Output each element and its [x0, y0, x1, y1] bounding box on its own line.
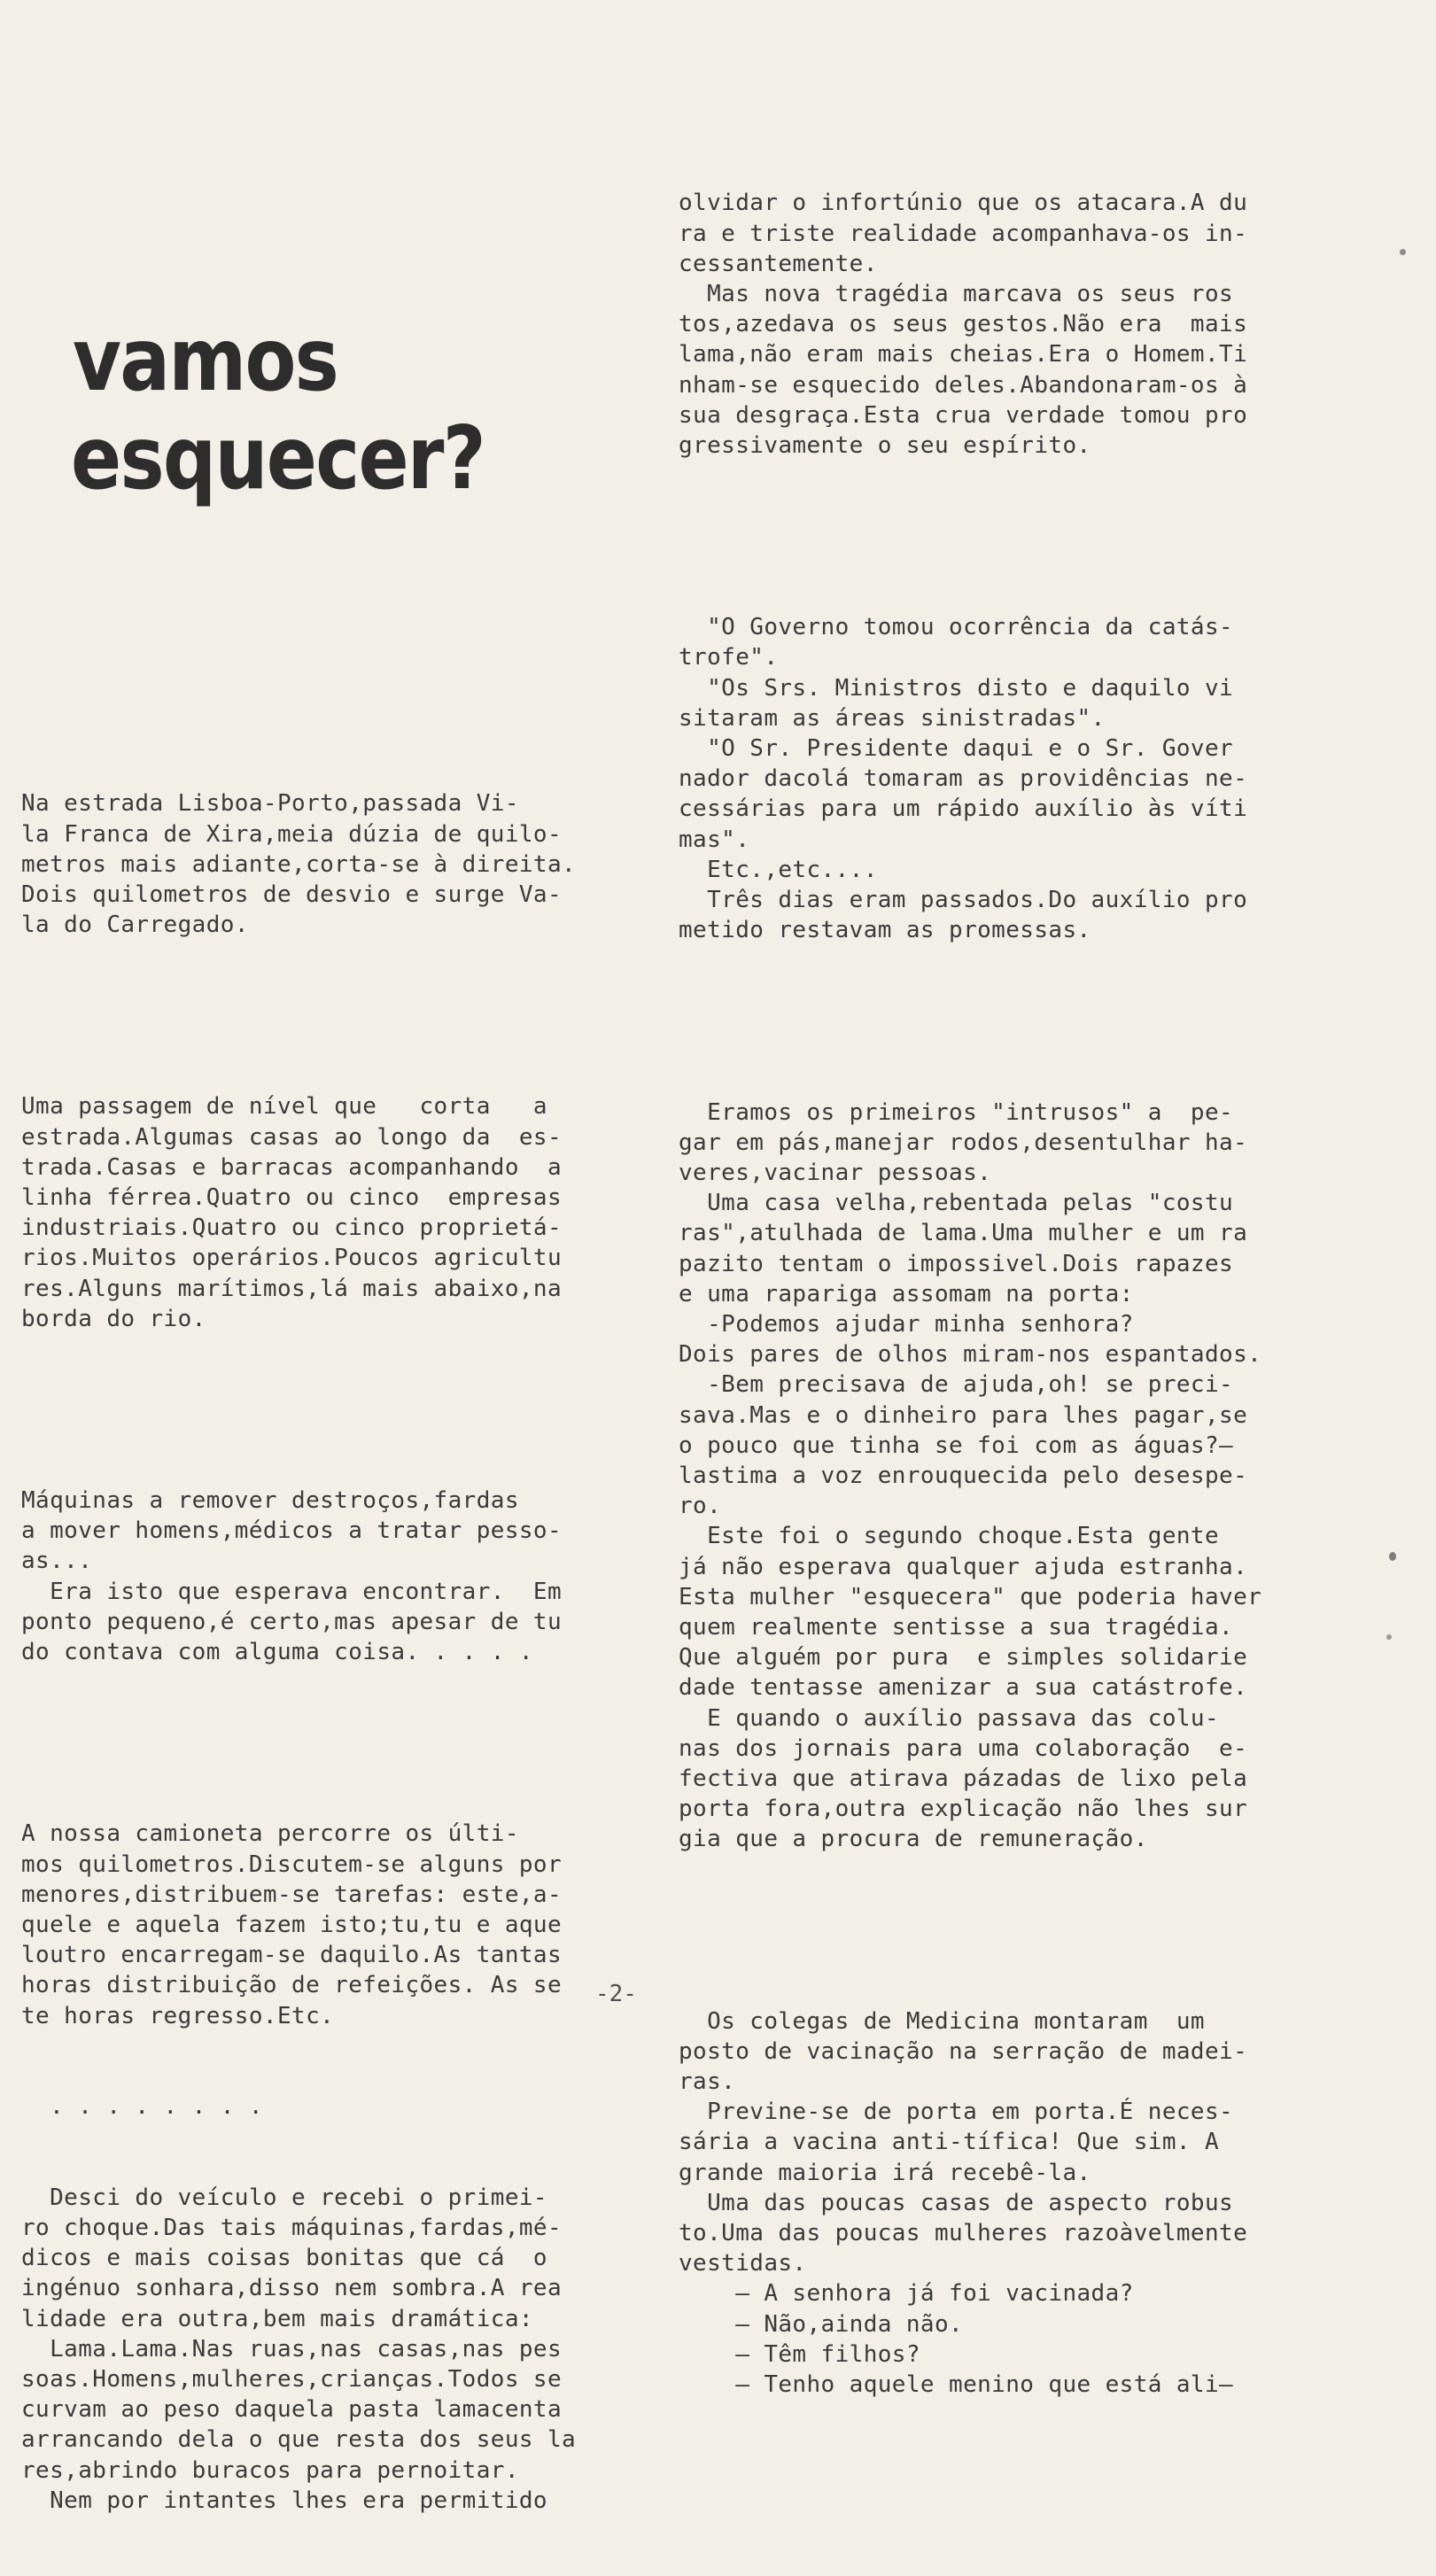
paragraph: Máquinas a remover destroços,fardas a mover homens,médicos a tratar pesso- as... Era isto que esperava encontrar. Em ponto pequeno,é certo,mas apesar de tu do contava com alguma coisa. . . . . — [21, 1487, 563, 1666]
paragraph: Na estrada Lisboa-Porto,passada Vi- la Franca de Xira,meia dúzia de quilo- metros mais adiante,corta-se à direita. Dois quilometros de desvio e surge Va- la do Carregado. — [21, 790, 577, 939]
section-separator-dots: . . . . . . . . — [21, 2093, 263, 2121]
paragraph-spacer — [679, 1915, 1423, 1945]
title-line-2: esquecer? — [71, 408, 485, 509]
article-title — [73, 312, 533, 508]
paragraph: Desci do veículo e recebi o primei- ro choque.Das tais máquinas,fardas,mé- dicos e mais coisas bonitas que cá o ingénuo sonhara,disso nem sombra.A rea lidade era outra,bem mais dramática: Lama.Lama.Nas ruas,nas casas,nas pes soas.Homens,mulheres,crianças.Todos se curvam ao peso daquela pasta lamacenta arrancando dela o que resta dos seus la res,abrindo buracos para pernoitar. Nem por intantes lhes era permitido — [21, 2184, 577, 2514]
paragraph-spacer — [21, 1394, 659, 1424]
paragraph: Eramos os primeiros "intrusos" a pe- gar em pás,manejar rodos,desentulhar ha- veres,vacinar pessoas. Uma casa velha,rebentada pelas "costu ras",atulhada de lama.Uma mulher e um ra pazito tentam o impossivel.Dois rapazes e uma rapariga assomam na porta: -Podemos ajudar minha senhora? Dois pares de olhos miram-nos espantados. -Bem precisava de ajuda,oh! se preci- sava.Mas e o dinheiro para lhes pagar,se o pouco que tinha se foi com as águas?— lastima a voz enrouquecida pelo desespe- ro. Este foi o segundo choque.Esta gente já não esperava qualquer ajuda estranha. Esta mulher "esquecera" que poderia haver quem realmente sentisse a sua tragédia. Que alguém por pura e simples solidarie dade tentasse amenizar a sua catástrofe. E quando o auxílio passava das colu- nas dos jornais para uma colaboração e- fectiva que atirava pázadas de lixo pela porta fora,outra explicação não lhes sur gia que a procura de remuneração. — [679, 1098, 1262, 1853]
paragraph-spacer — [679, 1006, 1423, 1036]
left-column — [21, 728, 659, 2576]
paragraph: Uma passagem de nível que corta a estrada.Algumas casas ao longo da es- trada.Casas e barracas acompanhando a linha férrea.Quatro ou cinco empresas industriais.Quatro ou cinco proprietá- rios.Muitos operários.Poucos agricultu res.Alguns marítimos,lá mais abaixo,na borda do rio. — [21, 1093, 563, 1332]
paragraph: A nossa camioneta percorre os últi- mos quilometros.Discutem-se alguns por menores,distribuem-se tarefas: este,a- quele e aquela fazem isto;tu,tu e aque loutro encarregam-se daquilo.As tantas horas distribuição de refeições. As se te horas regresso.Etc. — [21, 1820, 563, 2029]
paper-speck — [1389, 1552, 1396, 1561]
paragraph-spacer — [21, 1728, 659, 1758]
paragraph: Os colegas de Medicina montaram um posto de vacinação na serração de madei- ras. Previne-se de porta em porta.É neces- sária a vacina anti-tífica! Que sim. A grande maioria irá recebê-la. Uma das poucas casas de aspecto robus to.Uma das poucas mulheres razoàvelmente vestidas. — A senhora já foi vacinada? — Não,ainda não. — Têm filhos? — Tenho aquele menino que está ali— — [679, 2007, 1248, 2399]
paper-speck — [1400, 249, 1406, 255]
title-line-1: vamos — [73, 310, 338, 411]
paragraph: olvidar o infortúnio que os atacara.A du ra e triste realidade acompanhava-os in- cessantemente. Mas nova tragédia marcava os seus ros tos,azedava os seus gestos.Não era mais lama,não eram mais cheias.Era o Homem.Ti nham-se esquecido deles.Abandonaram-os à sua desgraça.Esta crua verdade tomou pro gressivamente o seu espírito. — [679, 190, 1248, 460]
paragraph-spacer — [679, 522, 1423, 552]
right-column — [679, 128, 1423, 2461]
page-number: -2- — [595, 1981, 637, 2007]
paragraph-spacer — [21, 1001, 659, 1031]
paper-speck — [1386, 1634, 1392, 1640]
paragraph: "O Governo tomou ocorrência da catás- trofe". "Os Srs. Ministros disto e daquilo vi sitaram as áreas sinistradas". "O Sr. Presidente daqui e o Sr. Gover nador dacolá tomaram as providências ne- cessárias para um rápido auxílio às víti mas". Etc.,etc.... Três dias eram passados.Do auxílio pro metido restavam as promessas. — [679, 614, 1248, 944]
